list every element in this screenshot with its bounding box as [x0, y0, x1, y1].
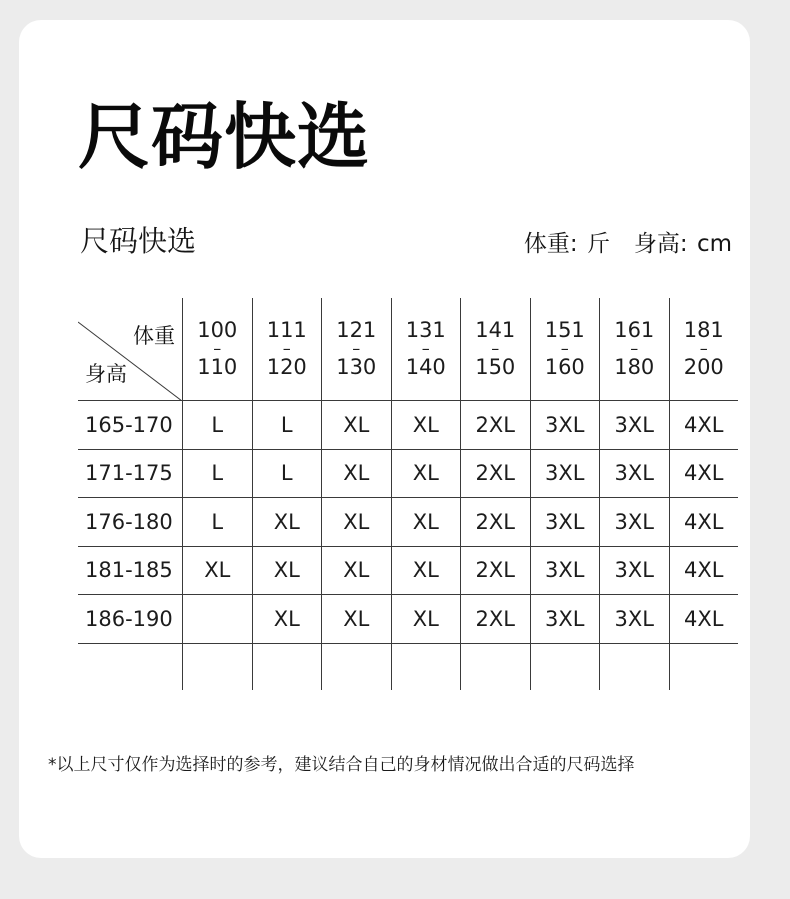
height-range-cell: 181-185 — [78, 547, 182, 596]
weight-range-from: 121 — [336, 318, 377, 342]
size-cell: 3XL — [599, 547, 669, 596]
weight-range-sep: – — [699, 339, 708, 358]
weight-range-header — [391, 298, 461, 401]
empty-cell — [530, 644, 600, 690]
weight-range-from: 151 — [544, 318, 585, 342]
height-range-cell: 186-190 — [78, 595, 182, 644]
size-cell: XL — [391, 450, 461, 499]
weight-range-to: 110 — [197, 355, 238, 379]
empty-cell — [252, 644, 322, 690]
weight-range-to: 130 — [336, 355, 377, 379]
height-range-cell: 171-175 — [78, 450, 182, 499]
size-cell — [182, 595, 252, 644]
weight-range-sep: – — [352, 339, 361, 358]
size-cell: L — [252, 450, 322, 499]
size-cell: 4XL — [669, 547, 739, 596]
size-cell: 3XL — [530, 450, 600, 499]
weight-range-header — [321, 298, 391, 401]
weight-range-sep: – — [213, 339, 222, 358]
size-cell: XL — [182, 547, 252, 596]
size-cell: XL — [252, 547, 322, 596]
empty-cell — [182, 644, 252, 690]
weight-range-sep: – — [282, 339, 291, 358]
page-title: 尺码快选 — [78, 95, 371, 179]
height-unit-label: 身高: — [633, 231, 688, 257]
weight-unit-label: 体重: — [523, 231, 578, 257]
weight-range-header — [599, 298, 669, 401]
size-cell: 4XL — [669, 401, 739, 450]
size-table — [78, 298, 738, 690]
weight-range-header — [530, 298, 600, 401]
size-cell: XL — [321, 498, 391, 547]
weight-range-header — [669, 298, 739, 401]
size-cell: 3XL — [530, 547, 600, 596]
weight-range-header — [182, 298, 252, 401]
weight-range-to: 120 — [266, 355, 307, 379]
empty-cell — [669, 644, 739, 690]
size-cell: XL — [321, 547, 391, 596]
weight-range-header — [460, 298, 530, 401]
weight-range-to: 160 — [544, 355, 585, 379]
size-cell: 4XL — [669, 498, 739, 547]
height-range-cell: 165-170 — [78, 401, 182, 450]
size-cell: XL — [252, 595, 322, 644]
weight-range-from: 100 — [197, 318, 238, 342]
weight-unit: 斤 — [586, 231, 610, 257]
size-cell: XL — [391, 595, 461, 644]
size-cell: 4XL — [669, 450, 739, 499]
section-title: 尺码快选 — [80, 224, 197, 258]
disclaimer-note: *以上尺寸仅作为选择时的参考，建议结合自己的身材情况做出合适的尺码选择 — [48, 755, 635, 775]
size-cell: 2XL — [460, 401, 530, 450]
weight-range-header — [252, 298, 322, 401]
size-cell: L — [182, 401, 252, 450]
size-cell: L — [182, 498, 252, 547]
empty-cell — [78, 644, 182, 690]
weight-range-sep: – — [421, 339, 430, 358]
size-cell: 3XL — [530, 595, 600, 644]
size-cell: XL — [391, 401, 461, 450]
weight-range-from: 111 — [266, 318, 307, 342]
empty-cell — [321, 644, 391, 690]
size-cell: 3XL — [599, 401, 669, 450]
size-cell: 3XL — [530, 401, 600, 450]
size-cell: 2XL — [460, 498, 530, 547]
size-cell: 3XL — [530, 498, 600, 547]
weight-range-sep: – — [630, 339, 639, 358]
size-cell: 4XL — [669, 595, 739, 644]
weight-range-from: 161 — [614, 318, 655, 342]
weight-range-to: 150 — [475, 355, 516, 379]
weight-range-to: 180 — [614, 355, 655, 379]
size-cell: XL — [391, 547, 461, 596]
size-cell: 3XL — [599, 498, 669, 547]
units-legend — [522, 228, 732, 260]
empty-cell — [599, 644, 669, 690]
weight-range-from: 181 — [683, 318, 724, 342]
size-cell: L — [182, 450, 252, 499]
size-cell: XL — [252, 498, 322, 547]
weight-range-from: 131 — [405, 318, 446, 342]
weight-range-from: 141 — [475, 318, 516, 342]
size-cell: 2XL — [460, 450, 530, 499]
size-cell: L — [252, 401, 322, 450]
weight-range-sep: – — [560, 339, 569, 358]
size-cell: XL — [391, 498, 461, 547]
size-cell: XL — [321, 595, 391, 644]
size-cell: 2XL — [460, 547, 530, 596]
height-unit: cm — [696, 231, 732, 257]
size-cell: 3XL — [599, 450, 669, 499]
size-cell: XL — [321, 401, 391, 450]
height-range-cell: 176-180 — [78, 498, 182, 547]
size-cell: XL — [321, 450, 391, 499]
table-corner-header — [78, 298, 182, 401]
size-cell: 3XL — [599, 595, 669, 644]
weight-range-sep: – — [491, 339, 500, 358]
height-axis-label: 身高 — [85, 362, 127, 386]
weight-range-to: 200 — [683, 355, 724, 379]
weight-axis-label: 体重 — [133, 324, 175, 348]
empty-cell — [391, 644, 461, 690]
size-cell: 2XL — [460, 595, 530, 644]
empty-cell — [460, 644, 530, 690]
weight-range-to: 140 — [405, 355, 446, 379]
